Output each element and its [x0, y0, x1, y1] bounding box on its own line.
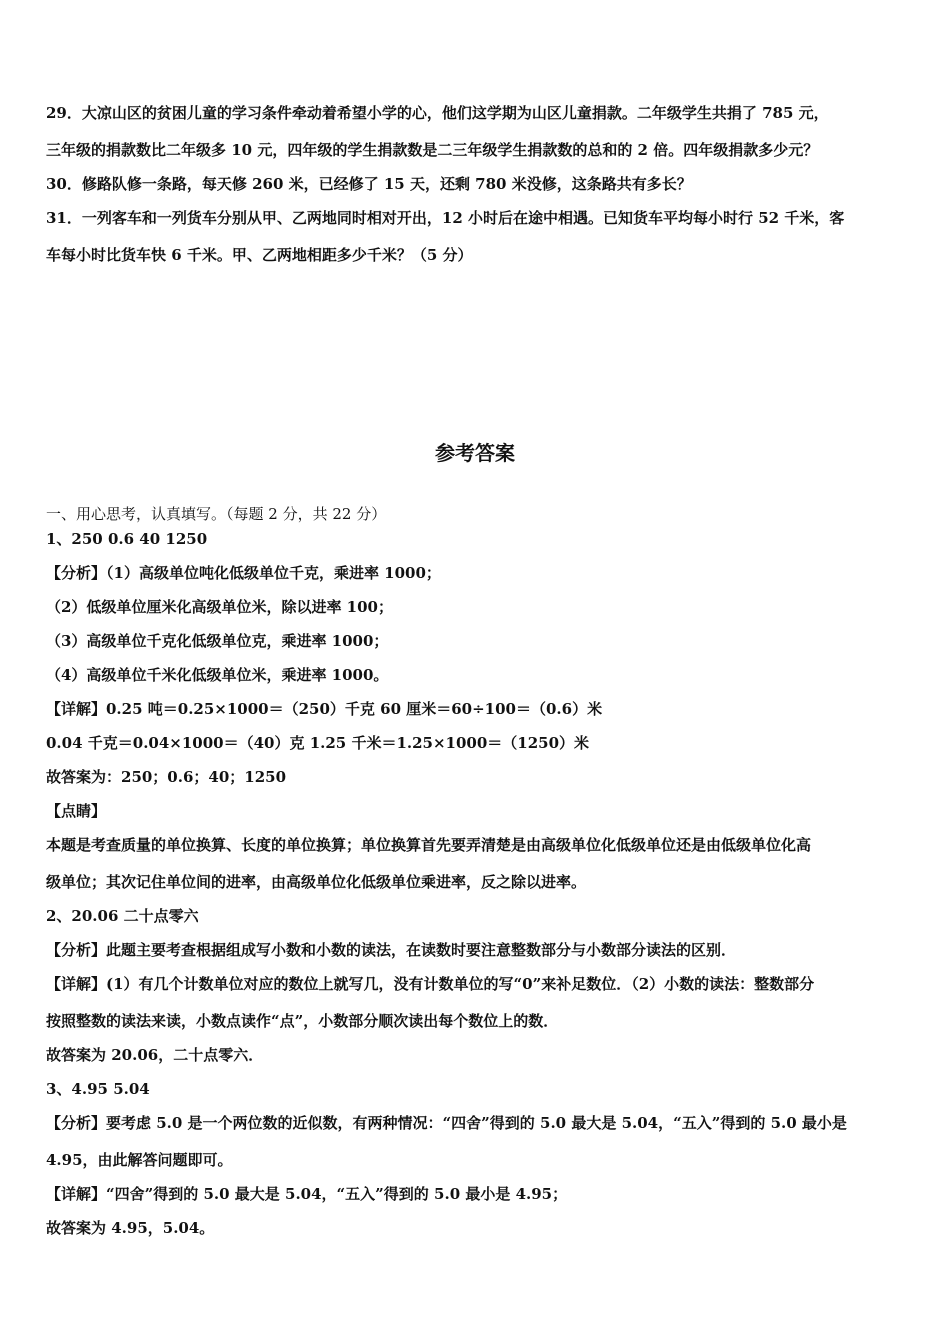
answer-1-comment-2: 级单位；其次记住单位间的进率，由高级单位化低级单位乘进率，反之除以进率。 [46, 873, 587, 891]
question-30: 30．修路队修一条路，每天修 260 米，已经修了 15 天，还剩 780 米没修，这条路共有多长？ [46, 175, 692, 193]
answer-3: 3、4.95 5.04 [46, 1080, 150, 1098]
question-31-line-2: 车每小时比货车快 6 千米。甲、乙两地相距多少千米？（5 分） [46, 246, 473, 264]
question-29-line-2: 三年级的捐款数比二年级多 10 元，四年级的学生捐款数是二三年级学生捐款数的总和的 2 倍。四年级捐款多少元？ [46, 141, 819, 159]
answer-1-point-2: （2）低级单位厘米化高级单位米，除以进率 100； [46, 598, 393, 616]
answer-1: 1、250 0.6 40 1250 [46, 530, 208, 548]
answers-title: 参考答案 [435, 441, 515, 465]
answer-2-detail-2: 按照整数的读法来读，小数点读作“点”，小数部分顺次读出每个数位上的数． [46, 1012, 559, 1030]
answer-3-detail: 【详解】“四舍”得到的 5.0 最大是 5.04，“五入”得到的 5.0 最小是 4.95； [46, 1185, 568, 1203]
answer-2-analysis: 【分析】此题主要考查根据组成写小数和小数的读法，在读数时要注意整数部分与小数部分读法的区别． [46, 941, 737, 959]
answer-1-conclusion: 故答案为：250；0.6；40；1250 [46, 768, 287, 786]
question-31-line-1: 31．一列客车和一列货车分别从甲、乙两地同时相对开出，12 小时后在途中相遇。已知货车平均每小时行 52 千米，客 [46, 209, 845, 227]
answer-1-analysis: 【分析】（1）高级单位吨化低级单位千克，乘进率 1000； [46, 564, 441, 582]
section-heading: 一、用心思考，认真填写。（每题 2 分，共 22 分） [46, 505, 387, 523]
answer-3-analysis-2: 4.95，由此解答问题即可。 [46, 1151, 233, 1169]
answer-2-detail-1: 【详解】(1）有几个计数单位对应的数位上就写几，没有计数单位的写“0”来补足数位．（2）小数的读法：整数部分 [46, 975, 815, 993]
answer-2: 2、20.06 二十点零六 [46, 907, 199, 925]
answer-1-point-3: （3）高级单位千克化低级单位克，乘进率 1000； [46, 632, 389, 650]
answer-2-conclusion: 故答案为 20.06，二十点零六． [46, 1046, 264, 1064]
question-29-line-1: 29．大凉山区的贫困儿童的学习条件牵动着希望小学的心，他们这学期为山区儿童捐款。二年级学生共捐了 785 元， [46, 104, 829, 122]
answer-3-conclusion: 故答案为 4.95，5.04。 [46, 1219, 215, 1237]
answer-3-analysis-1: 【分析】要考虑 5.0 是一个两位数的近似数，有两种情况：“四舍”得到的 5.0 最大是 5.04，“五入”得到的 5.0 最小是 [46, 1114, 847, 1132]
answer-1-detail-1: 【详解】0.25 吨＝0.25×1000＝（250）千克 60 厘米＝60÷100＝（0.6）米 [46, 700, 603, 718]
answer-1-detail-2: 0.04 千克＝0.04×1000＝（40）克 1.25 千米＝1.25×1000＝（1250）米 [46, 734, 590, 752]
answer-1-comment-label: 【点睛】 [46, 802, 107, 820]
answer-1-point-4: （4）高级单位千米化低级单位米，乘进率 1000。 [46, 666, 389, 684]
answer-1-comment-1: 本题是考查质量的单位换算、长度的单位换算；单位换算首先要弄清楚是由高级单位化低级单位还是由低级单位化高 [46, 836, 812, 854]
